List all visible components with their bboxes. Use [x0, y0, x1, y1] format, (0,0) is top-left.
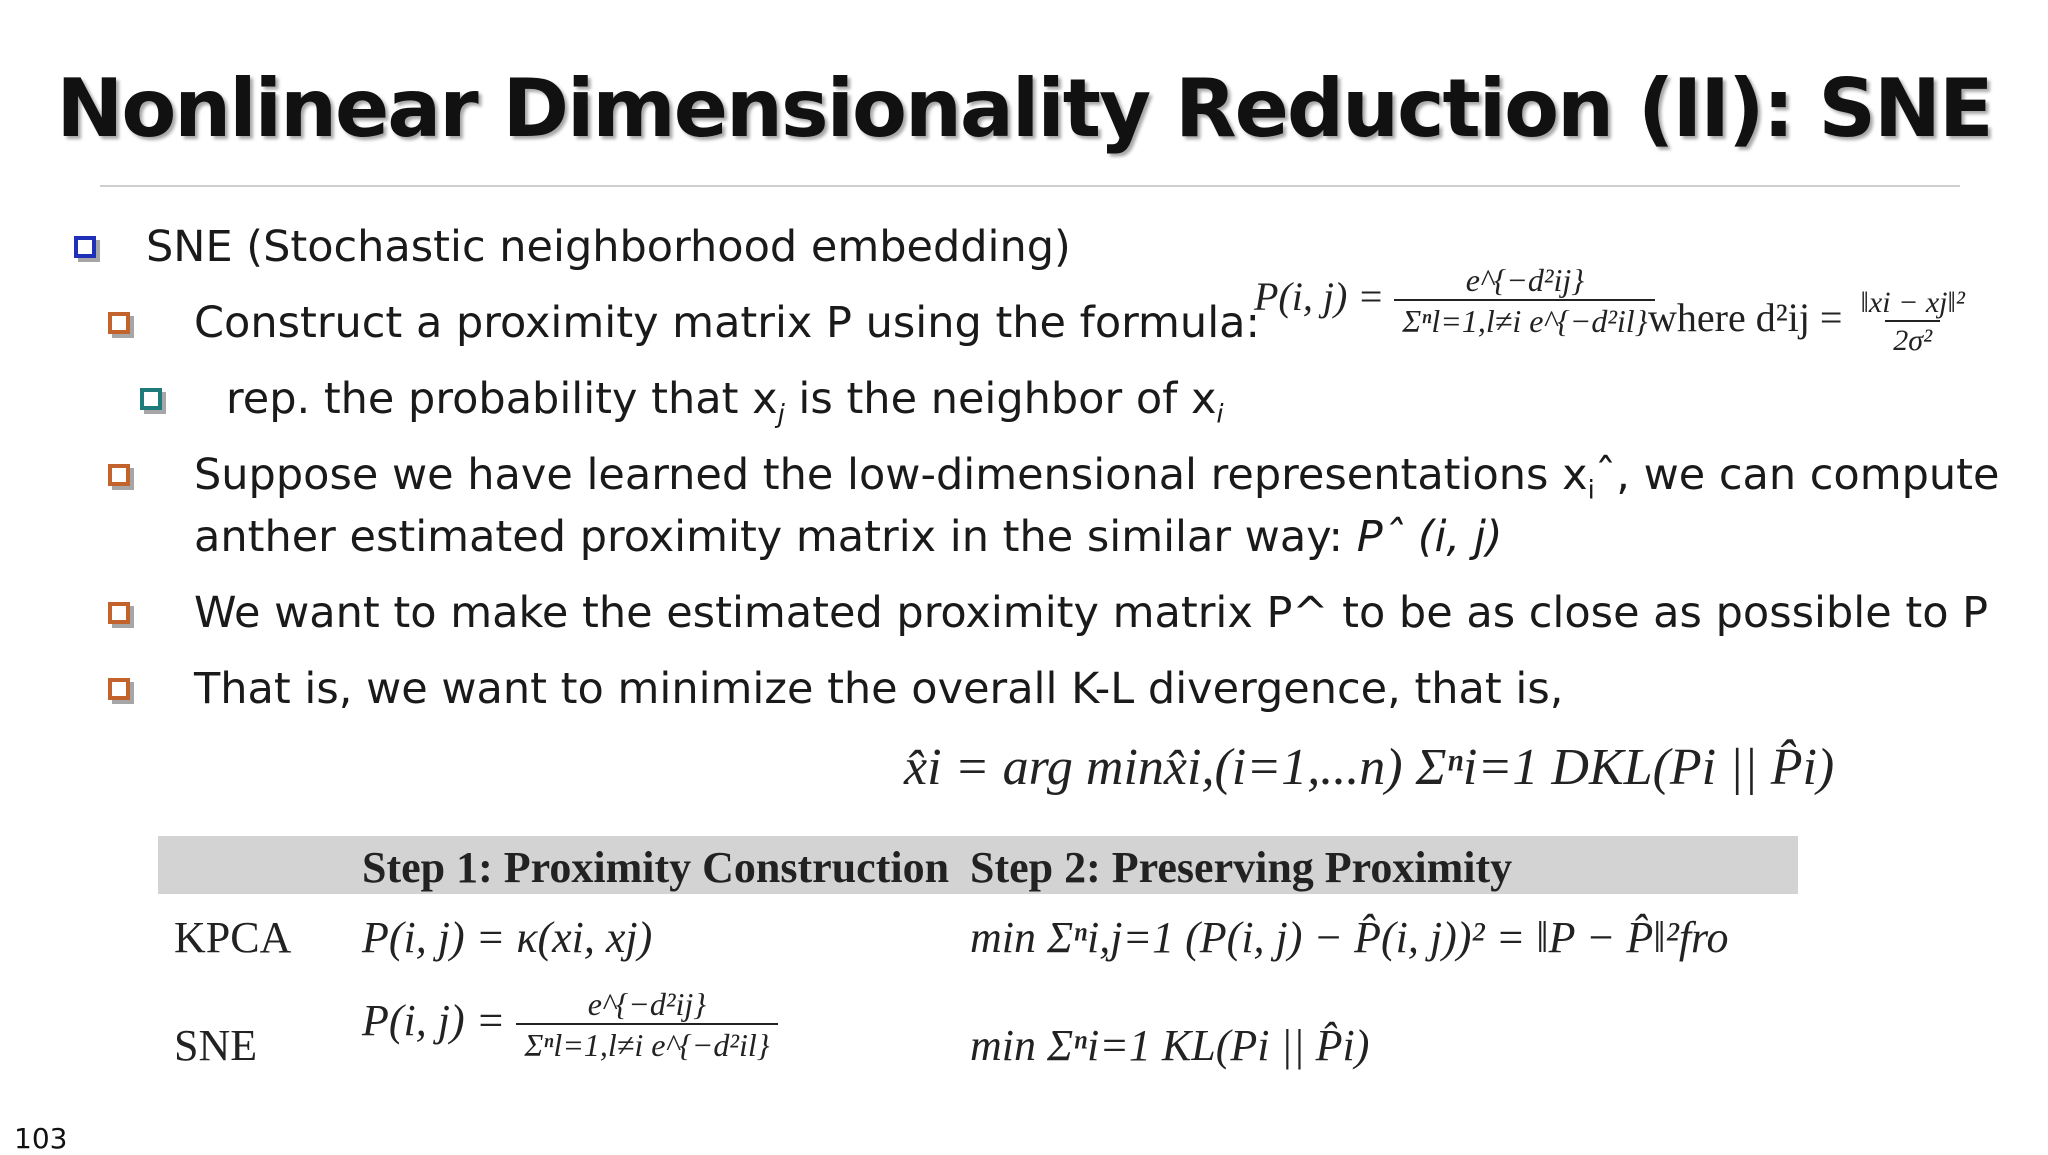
objective-formula: x̂i = arg minx̂i,(i=1,...n) Σⁿi=1 DKL(Pi || P̂i) [904, 739, 1835, 796]
pij-denominator: Σⁿl=1,l≠i e^{−d²il} [1394, 299, 1655, 340]
sne-step1 [362, 986, 778, 1064]
b3-sub-j: j [777, 399, 785, 430]
square-bullet-icon [108, 312, 130, 334]
sne-step1-denominator: Σⁿl=1,l≠i e^{−d²il} [516, 1023, 777, 1064]
b3-text-a: rep. the probability that x [226, 374, 778, 424]
b4-text-b: ˆ, we can compute [1594, 450, 2000, 500]
sne-step2: min Σⁿi=1 KL(Pi || P̂i) [970, 1021, 1370, 1070]
dij-denominator: 2σ² [1885, 320, 1940, 358]
dij-numerator: ‖xi − xj‖² [1860, 286, 1965, 319]
dij-formula [1648, 286, 1973, 358]
square-bullet-icon [108, 464, 130, 486]
square-bullet-icon [74, 236, 96, 258]
pij-lhs: P(i, j) = [1254, 274, 1385, 320]
sne-step1-lhs: P(i, j) = [362, 996, 506, 1046]
b4-sub-i: i [1587, 475, 1595, 506]
bullet-kl-divergence: That is, we want to minimize the overall K-L divergence, that is, [194, 664, 1564, 714]
bullet-probability-meaning [226, 368, 1224, 446]
table-header-row [158, 836, 1798, 894]
bullet-low-dim-line2 [194, 506, 1503, 568]
b4-text-a: Suppose we have learned the low-dimensional representations x [194, 450, 1588, 500]
b3-text-b: is the neighbor of x [784, 374, 1217, 424]
title-divider [100, 185, 1960, 187]
header-step1: Step 1: Proximity Construction [362, 843, 950, 892]
sne-step1-numerator: e^{−d²ij} [587, 986, 707, 1022]
where-text: where d²ij = [1648, 295, 1843, 341]
square-bullet-icon [108, 678, 130, 700]
b4-line2-text: anther estimated proximity matrix in the similar way: [194, 512, 1357, 562]
row-label-kpca: KPCA [174, 913, 292, 962]
pij-numerator: e^{−d²ij} [1465, 262, 1585, 298]
row-label-sne: SNE [174, 1021, 258, 1070]
pij-formula [1254, 262, 1655, 340]
page-number: 103 [14, 1122, 68, 1155]
b3-sub-i: i [1216, 399, 1224, 430]
slide-title: Nonlinear Dimensionality Reduction (II): SNE [56, 62, 1992, 155]
bullet-construct-matrix: Construct a proximity matrix P using the formula: [194, 298, 1260, 348]
kpca-step2: min Σⁿi,j=1 (P(i, j) − P̂(i, j))² = ‖P − P̂‖²fro [970, 913, 1729, 962]
b4-line2-italic: Pˆ (i, j) [1356, 512, 1503, 562]
bullet-close-as-possible: We want to make the estimated proximity matrix P^ to be as close as possible to P [194, 588, 1989, 638]
square-bullet-icon [108, 602, 130, 624]
square-bullet-icon [140, 388, 162, 410]
header-step2: Step 2: Preserving Proximity [970, 843, 1513, 892]
bullet-sne-definition: SNE (Stochastic neighborhood embedding) [146, 222, 1071, 272]
kpca-step1: P(i, j) = κ(xi, xj) [362, 913, 653, 962]
